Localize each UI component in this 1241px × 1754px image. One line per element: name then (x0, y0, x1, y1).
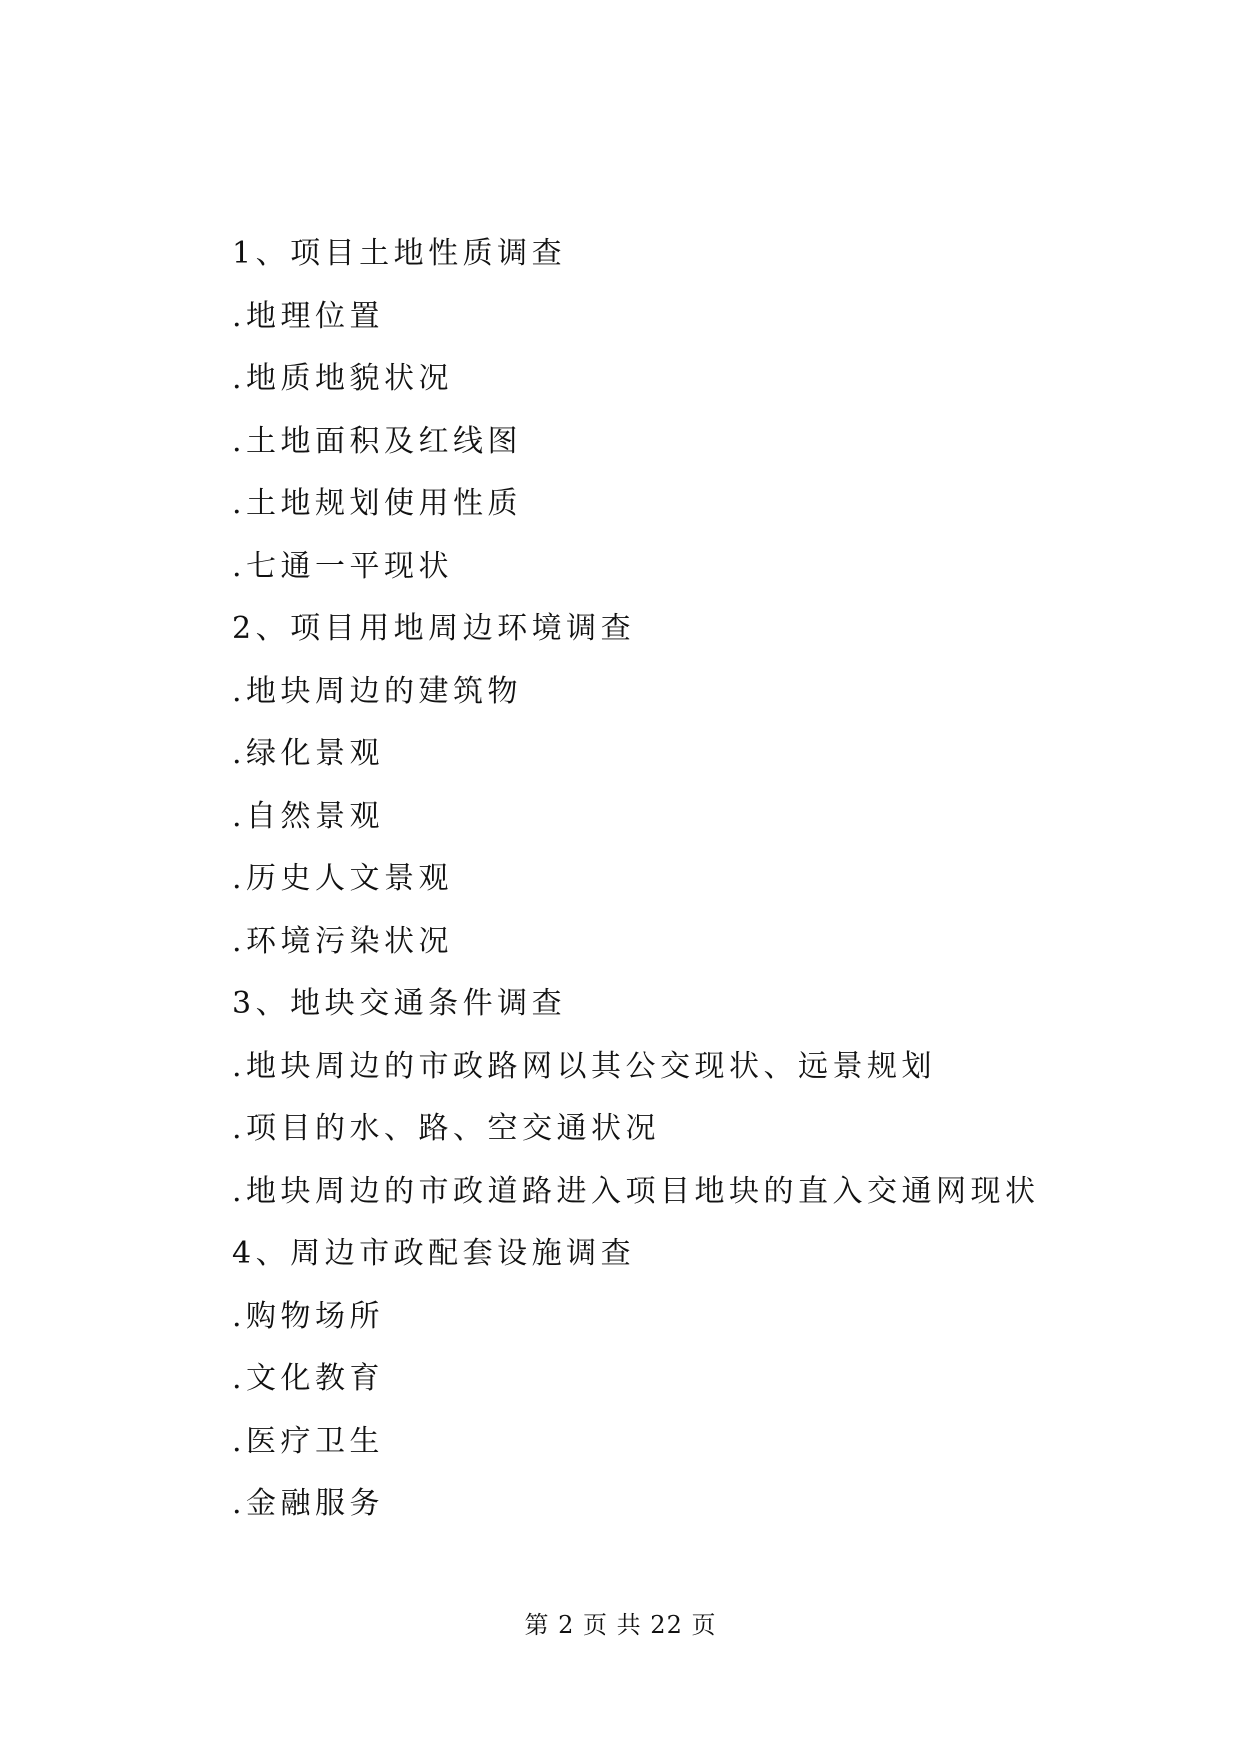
list-item: .项目的水、路、空交通状况 (232, 1111, 661, 1146)
section-heading: 3、地块交通条件调查 (232, 986, 567, 1021)
list-item: .医疗卫生 (232, 1423, 385, 1459)
list-item: .地块周边的市政路网以其公交现状、远景规划 (232, 1048, 937, 1084)
list-item: .土地面积及红线图 (232, 423, 523, 459)
list-item: .七通一平现状 (232, 548, 454, 584)
list-item: .土地规划使用性质 (232, 486, 523, 521)
section-heading: 2、项目用地周边环境调查 (232, 611, 636, 646)
section-heading: 4、周边市政配套设施调查 (232, 1236, 636, 1271)
list-item: .绿化景观 (232, 736, 385, 771)
list-item: .环境污染状况 (232, 923, 454, 959)
list-item: .地块周边的建筑物 (232, 673, 523, 709)
list-item: .文化教育 (232, 1361, 385, 1396)
document-body (232, 234, 1132, 1547)
list-item: .地块周边的市政道路进入项目地块的直入交通网现状 (232, 1173, 1040, 1209)
section-heading: 1、项目土地性质调查 (232, 236, 567, 271)
list-item: .地理位置 (232, 298, 385, 334)
list-item: .地质地貌状况 (232, 361, 454, 396)
list-item: .自然景观 (232, 798, 385, 834)
page-footer: 第 2 页 共 22 页 (524, 1611, 717, 1639)
list-item: .金融服务 (232, 1486, 385, 1521)
list-item: .历史人文景观 (232, 861, 454, 896)
list-item: .购物场所 (232, 1298, 385, 1334)
